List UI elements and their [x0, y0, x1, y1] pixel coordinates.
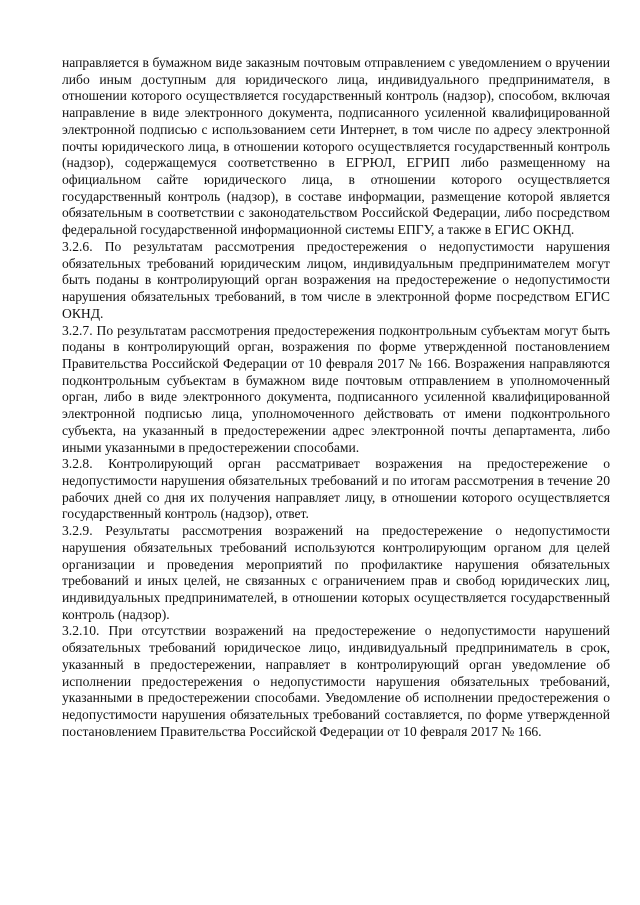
- paragraph-3-2-10: 3.2.10. При отсутствии возражений на предостережение о недопустимости нарушений обязательных требований юридическое лицо, индивидуальный предприниматель в срок, указанный в предостережении, направляет в контролирующий орган уведомление об исполнении предостережения о недопустимости нарушения обязательных требований, указанными в предостережении способами. Уведомление об исполнении предостережения о недопустимости нарушения обязательных требований составляется, по форме утвержденной постановлением Правительства Российской Федерации от 10 февраля 2017 № 166.: [62, 623, 610, 739]
- paragraph-3-2-8: 3.2.8. Контролирующий орган рассматривает возражения на предостережение о недопустимости нарушения обязательных требований и по итогам рассмотрения в течение 20 рабочих дней со дня их получения направляет лицу, в отношении которого осуществляется государственный контроль (надзор), ответ.: [62, 456, 610, 522]
- paragraph-3-2-7: 3.2.7. По результатам рассмотрения предостережения подконтрольным субъектам могут быть поданы в контролирующий орган, возражения по форме утвержденной постановлением Правительства Российской Федерации от 10 февраля 2017 № 166. Возражения направляются подконтрольным субъектам в бумажном виде почтовым отправлением в уполномоченный орган, либо в виде электронного документа, подписанного усиленной квалифицированной электронной подписью лица, уполномоченного действовать от имени подконтрольного субъекта, на указанный в предостережении адрес электронной почты департамента, либо иными указанными в предостережении способами.: [62, 322, 610, 455]
- paragraph-3-2-6: 3.2.6. По результатам рассмотрения предостережения о недопустимости нарушения обязательных требований юридическим лицом, индивидуальным предпринимателем могут быть поданы в контролирующий орган возражения на предостережение о недопустимости нарушения обязательных требований, в том числе в электронной форме посредством ЕГИС ОКНД.: [62, 238, 610, 321]
- paragraph-continuation: направляется в бумажном виде заказным почтовым отправлением с уведомлением о вручении либо иным доступным для юридического лица, индивидуального предпринимателя, в отношении которого осуществляется государственный контроль (надзор), способом, включая направление в виде электронного документа, подписанного усиленной квалифицированной электронной подписью с использованием сети Интернет, в том числе по адресу электронной почты юридического лица, в отношении которого осуществляется государственный контроль (надзор), содержащемуся соответственно в ЕГРЮЛ, ЕГРИП либо размещенному на официальном сайте юридического лица, в отношении которого осуществляется государственный контроль (надзор), в составе информации, размещение которой является обязательным в соответствии с законодательством Российской Федерации, либо посредством федеральной государственной информационной системы ЕПГУ, а также в ЕГИС ОКНД.: [62, 55, 610, 238]
- document-page: [62, 55, 610, 740]
- paragraph-3-2-9: 3.2.9. Результаты рассмотрения возражений на предостережение о недопустимости нарушения обязательных требований используются контролирующим органом для целей организации и проведения мероприятий по профилактике нарушения обязательных требований и иных целей, не связанных с ограничением прав и свобод юридических лиц, индивидуальных предпринимателей, в отношении которых осуществляется государственный контроль (надзор).: [62, 523, 610, 622]
